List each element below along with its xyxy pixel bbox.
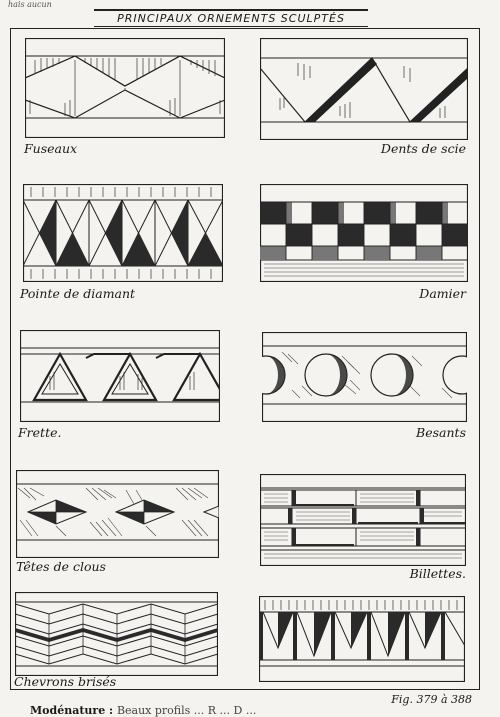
page-title: PRINCIPAUX ORNEMENTS SCULPTÉS	[94, 9, 368, 27]
besants-label: Besants	[416, 425, 466, 440]
dents-de-scie-drawing	[260, 38, 468, 140]
damier-drawing	[260, 184, 468, 282]
fuseaux-drawing	[25, 38, 225, 138]
besants-drawing	[262, 332, 467, 422]
dents-de-scie-corniche-drawing	[259, 596, 465, 682]
chevrons-brises-label: Chevrons brisés	[14, 674, 117, 689]
dents-de-scie-label: Dents de scie	[380, 141, 466, 156]
figure-reference: Fig. 379 à 388	[391, 693, 472, 706]
frette-drawing	[20, 330, 220, 422]
pointe-de-diamant-drawing	[23, 184, 223, 282]
footer-rest: Beaux profils ... R ... D ...	[116, 704, 257, 717]
chevrons-brises-drawing	[15, 592, 218, 676]
frette-label: Frette.	[18, 425, 62, 440]
tetes-de-clous-label: Têtes de clous	[16, 559, 106, 574]
damier-label: Damier	[419, 286, 466, 301]
footer-label: Modénature :	[30, 704, 114, 717]
fuseaux-label: Fuseaux	[24, 141, 78, 156]
billettes-drawing	[260, 474, 466, 566]
billettes-label: Billettes.	[409, 566, 466, 581]
pointe-de-diamant-label: Pointe de diamant	[20, 286, 136, 301]
footer-text	[30, 704, 256, 717]
corner-note: hais aucun	[8, 0, 52, 9]
tetes-de-clous-drawing	[16, 470, 219, 558]
